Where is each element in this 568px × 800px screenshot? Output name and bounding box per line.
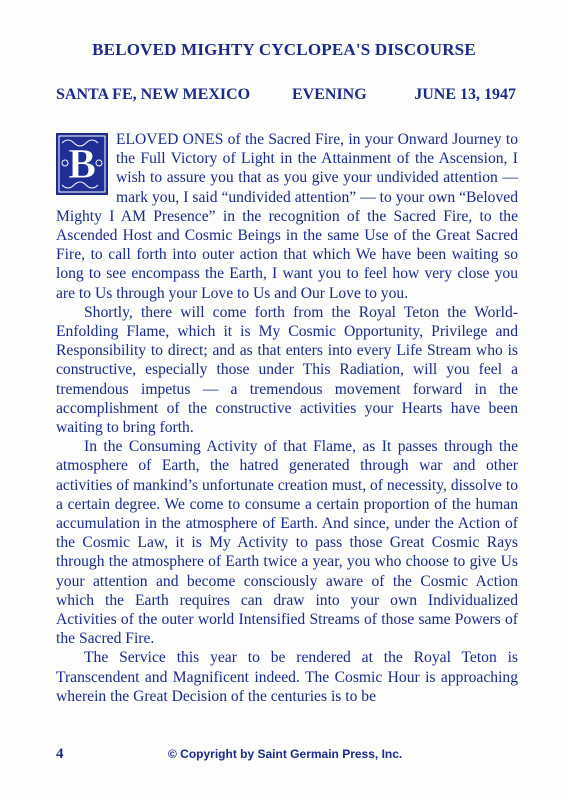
paragraph-3: In the Consuming Activity of that Flame, as It passes through the atmosphere of Earth, the hatred generated through war and other activities of mankind’s unfortunate creation must, of necessity, dissolve to a certain degree. We come to consume a certain proportion of the human accumulation in the atmosphere of Earth. And since, under the Action of the Cosmic Law, it is My Activity to pass those Great Cosmic Rays through the atmosphere of Earth twice a year, you who choose to give Us your attention and become consciously aware of the Cosmic Action which the Earth requires can draw into your own Individualized Activities of the outer world Intensified Streams of those same Powers of the Sacred Fire. xyxy=(56,438,518,648)
discourse-body xyxy=(56,130,518,706)
dateline-date: JUNE 13, 1947 xyxy=(414,86,516,103)
drop-cap-letter: B xyxy=(67,142,97,188)
page-number: 4 xyxy=(56,746,64,762)
paragraph-1 xyxy=(56,130,518,303)
paragraph-2: Shortly, there will come forth from the Royal Teton the World-Enfolding Flame, which it is My Cosmic Opportunity, Privilege and Responsibility to direct; and as that enters into every Life Stream who is constructive, especially those under This Radiation, will you feel a tremendous impetus — a tremendous movement forward in the accomplishment of the constructive activities your Hearts have been waiting to bring forth. xyxy=(56,303,518,437)
discourse-title: BELOVED MIGHTY CYCLOPEA'S DISCOURSE xyxy=(92,40,476,59)
decorative-drop-cap xyxy=(56,133,108,195)
dateline-time: EVENING xyxy=(292,86,367,103)
paragraph-4: The Service this year to be rendered at the Royal Teton is Transcendent and Magnificent indeed. The Cosmic Hour is approaching wherein the Great Decision of the centuries is to be xyxy=(56,649,518,705)
paragraph-1-text: ELOVED ONES of the Sacred Fire, in your Onward Journey to the Full Victory of Light in the Attainment of the Ascension, I wish to assure you that as you give your undivided attention — mark you, I said “undivided attention” — to your own “Beloved Mighty I AM Presence” in the recognition of the Sacred Fire, to the Ascended Host and Cosmic Beings in the same Use of the Great Sacred Fire, to call forth into outer action that which We have been waiting so long to see encompass the Earth, I want you to feel how very close you are to Us through your Love to Us and Our Love to you. xyxy=(56,131,518,302)
copyright-notice: © Copyright by Saint Germain Press, Inc. xyxy=(168,747,403,761)
dateline-place: SANTA FE, NEW MEXICO xyxy=(56,86,251,103)
